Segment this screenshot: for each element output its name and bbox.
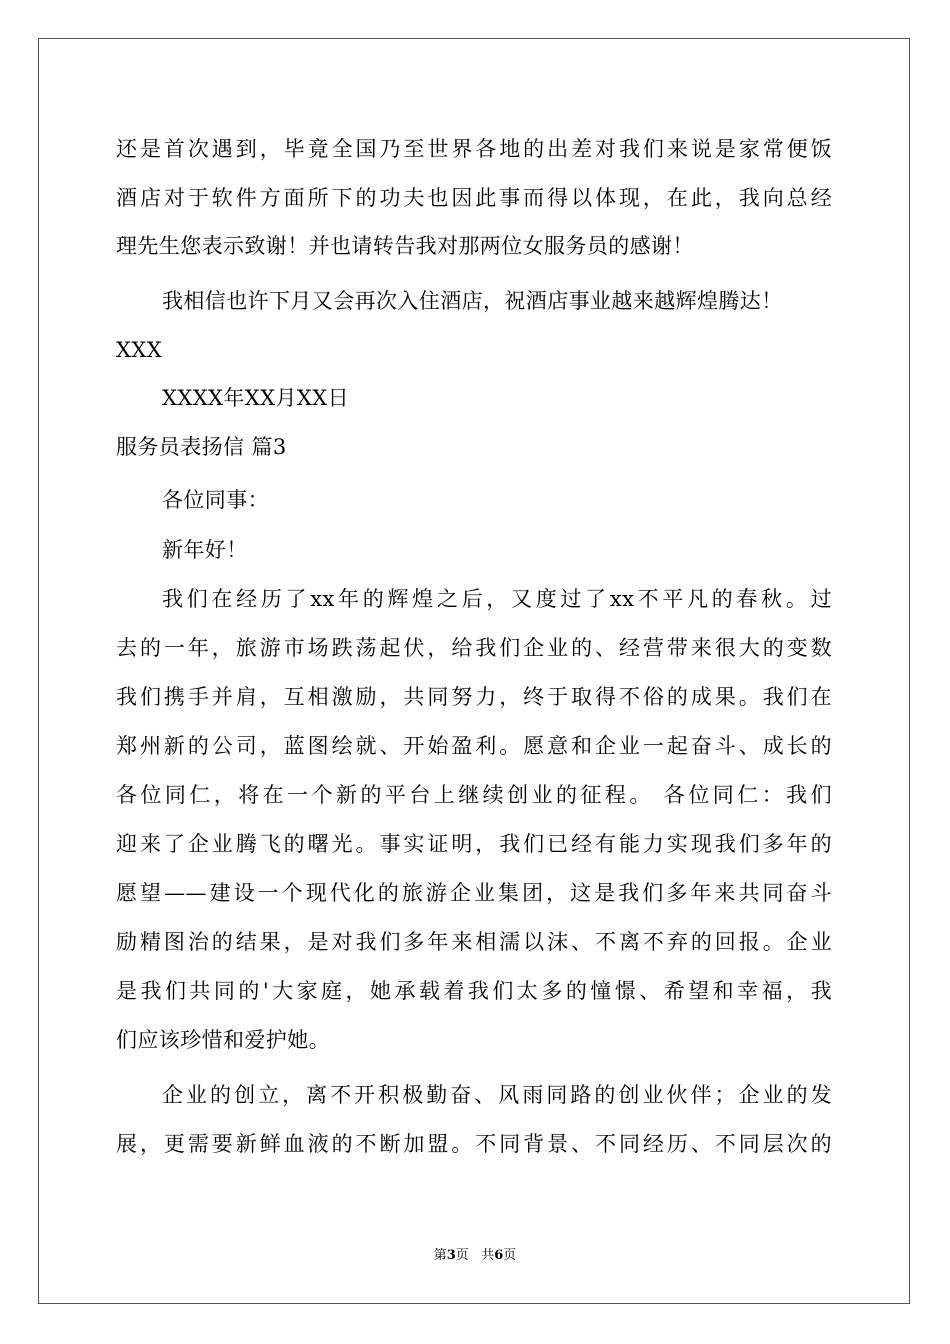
text-line: 酒店对于软件方面所下的功夫也因此事而得以体现，在此，我向总经 [116, 186, 832, 210]
text-line: 还是首次遇到，毕竟全国乃至世界各地的出差对我们来说是家常便饭 [116, 137, 832, 161]
section-heading: 服务员表扬信 篇3 [116, 435, 287, 459]
date-line: XXXX年XX月XX日 [162, 386, 350, 410]
page-footer [0, 1247, 950, 1265]
footer-page-number: 3 [446, 1248, 456, 1263]
footer-page-suffix: 页 [455, 1248, 469, 1263]
text-line: 理先生您表示致谢！并也请转告我对那两位女服务员的感谢！ [116, 234, 694, 258]
page-border [38, 38, 910, 1304]
text-line: 各位同仁，将在一个新的平台上继续创业的征程。 各位同仁：我们 [116, 783, 832, 807]
footer-total-suffix: 页 [503, 1248, 517, 1263]
footer-total-prefix: 共 [481, 1248, 495, 1263]
footer-total-number: 6 [494, 1248, 504, 1263]
text-line: 郑州新的公司，蓝图绘就、开始盈利。愿意和企业一起奋斗、成长的 [116, 734, 832, 758]
text-line: 我们携手并肩，互相激励，共同努力，终于取得不俗的成果。我们在 [116, 685, 832, 709]
text-line: 展，更需要新鲜血液的不断加盟。不同背景、不同经历、不同层次的 [116, 1132, 832, 1156]
footer-page-prefix: 第 [433, 1248, 447, 1263]
text-line: 我相信也许下月又会再次入住酒店，祝酒店事业越来越辉煌腾达！ [162, 289, 783, 313]
text-line: 愿望——建设一个现代化的旅游企业集团，这是我们多年来共同奋斗 [116, 881, 832, 905]
text-line: 企业的创立，离不开积极勤奋、风雨同路的创业伙伴；企业的发 [162, 1083, 832, 1107]
text-line: 我们在经历了xx年的辉煌之后，又度过了xx不平凡的春秋。过 [162, 587, 832, 611]
text-line: 励精图治的结果，是对我们多年来相濡以沫、不离不弃的回报。企业 [116, 930, 832, 954]
text-line: 是我们共同的'大家庭，她承载着我们太多的憧憬、希望和幸福，我 [116, 979, 832, 1003]
signature: XXX [116, 338, 163, 362]
text-line: 迎来了企业腾飞的曙光。事实证明，我们已经有能力实现我们多年的 [116, 832, 832, 856]
text-line: 们应该珍惜和爱护她。 [116, 1028, 330, 1052]
text-line: 去的一年，旅游市场跌荡起伏，给我们企业的、经营带来很大的变数 [116, 636, 832, 660]
salutation: 各位同事： [162, 488, 269, 512]
greeting: 新年好！ [162, 538, 248, 562]
